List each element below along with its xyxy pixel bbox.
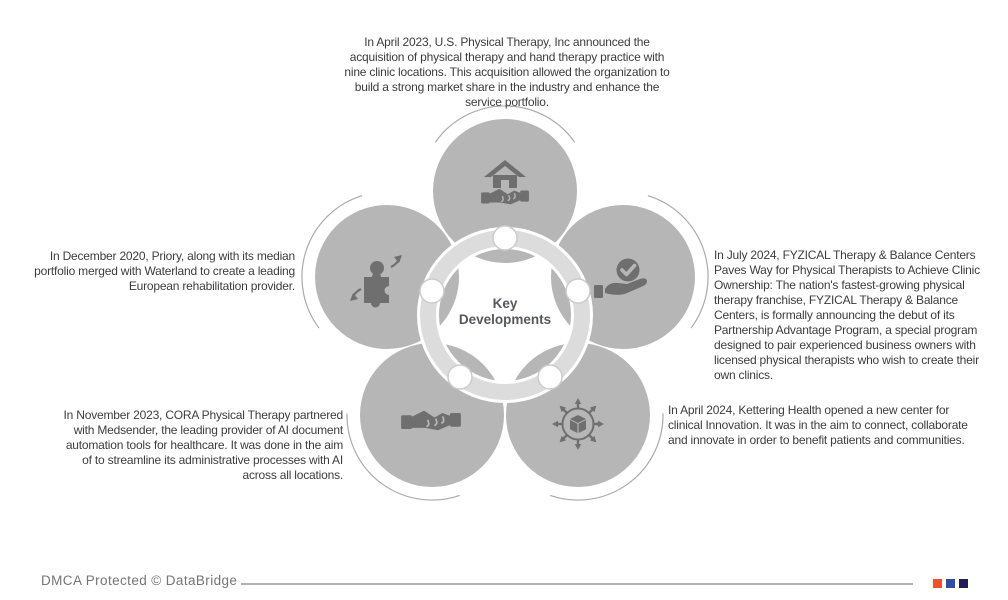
annotation-ownership: In July 2024, FYZICAL Therapy & Balance Centers Paves Way for Physical Therapists to Achieve Clinic Ownership: The nation's fastest-growing physical therapy franchise, FYZICAL Therapy & Balance Centers, is formally announcing the debut of its Partnership Advantage Program, a special program designed to pair experienced business owners with licensed physical therapists who wish to create their own clinics.	[714, 248, 980, 382]
diagram-center-label: Key Developments	[458, 296, 552, 327]
circle-partnership	[360, 343, 504, 487]
annotation-partnership: In November 2023, CORA Physical Therapy partnered with Medsender, the leading provider of AI document automation tools for healthcare. It was done in the aim of to streamline its administrative processes with AI across all locations.	[63, 408, 343, 482]
node-right	[566, 279, 590, 303]
annotation-acquisition: In April 2023, U.S. Physical Therapy, Inc announced the acquisition of physical therapy and hand therapy practice with nine clinic locations. This acquisition allowed the organization to build a strong market share in the industry and enhance the service portfolio.	[344, 35, 670, 109]
annotation-merger: In December 2020, Priory, along with its median portfolio merged with Waterland to create a leading European rehabilitation provider.	[34, 249, 295, 293]
node-bottom-left	[448, 365, 472, 389]
node-bottom-right	[538, 365, 562, 389]
brand-square-blue	[946, 579, 955, 588]
footer-divider-line	[241, 583, 913, 585]
brand-square-orange	[933, 579, 942, 588]
dmca-protected-label: DMCA Protected © DataBridge	[41, 573, 238, 588]
annotation-expansion: In April 2024, Kettering Health opened a new center for clinical Innovation. It was in the aim to connect, collaborate and innovate in order to benefit patients and communities.	[668, 403, 968, 447]
node-top	[493, 226, 517, 250]
node-left	[420, 279, 444, 303]
brand-square-navy	[959, 579, 968, 588]
